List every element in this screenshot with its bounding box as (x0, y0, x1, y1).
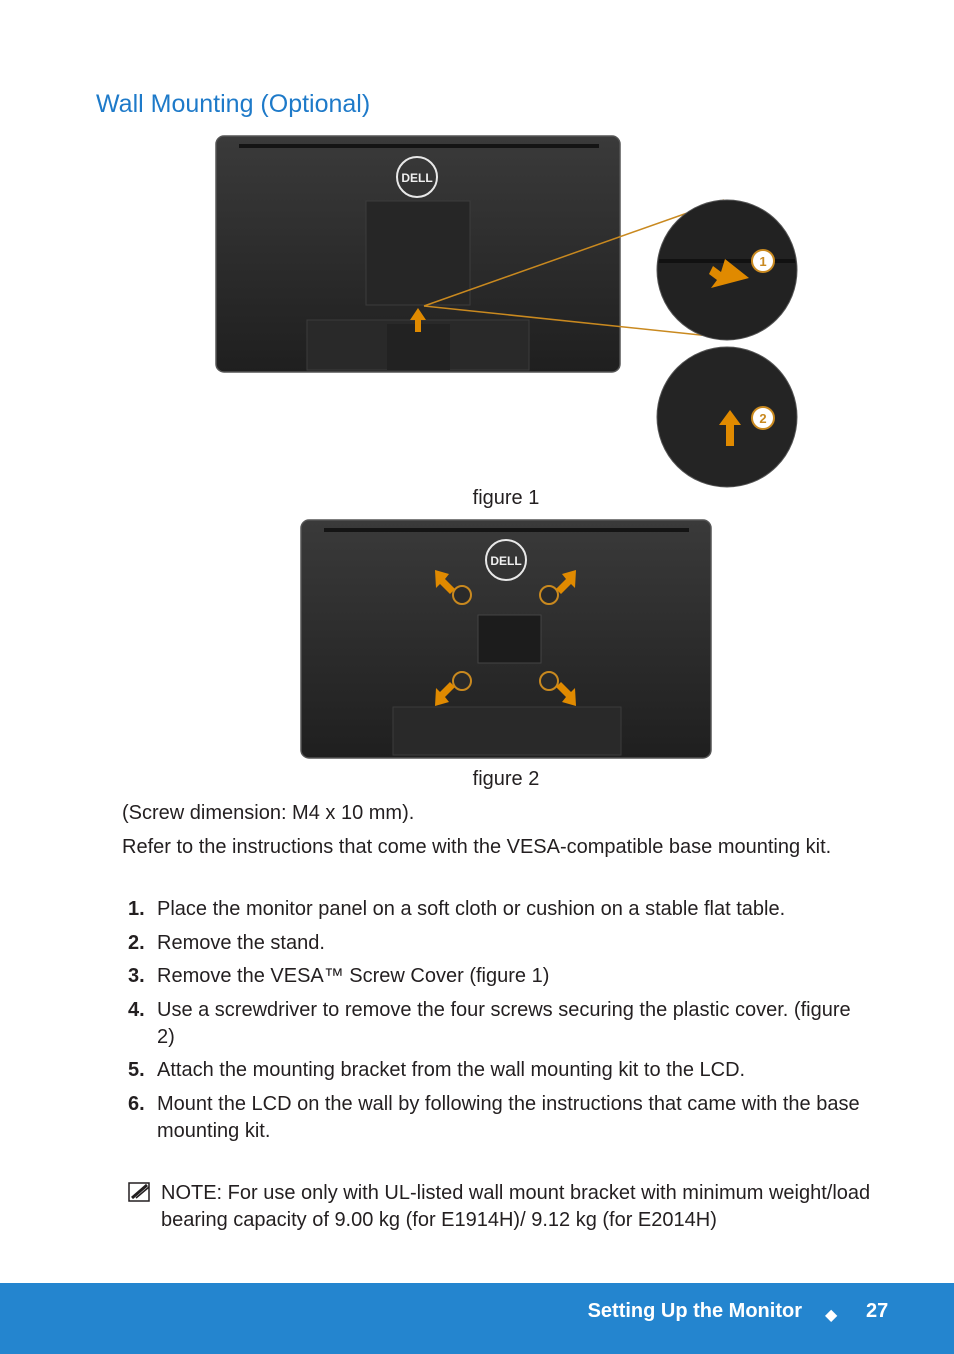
page-number: 27 (866, 1300, 889, 1322)
label-sticker (478, 615, 541, 663)
note-pencil-icon (128, 1182, 152, 1204)
figure-1-illustration (214, 134, 804, 489)
vesa-cover (366, 201, 470, 305)
step-number: 2. (128, 931, 145, 954)
figure-1-caption: figure 1 (472, 487, 540, 509)
list-item (122, 896, 862, 923)
intro-paragraph: Refer to the instructions that come with the VESA-compatible base mounting kit. (122, 836, 832, 858)
figure-2-caption: figure 2 (472, 768, 540, 790)
footer-section-title: Setting Up the Monitor (587, 1300, 802, 1322)
step-text: Attach the mounting bracket from the wall mounting kit to the LCD. (157, 1059, 746, 1081)
screw-icon (540, 672, 558, 690)
list-item (122, 997, 862, 1051)
svg-text:DELL: DELL (490, 554, 522, 568)
note-text: NOTE: For use only with UL-listed wall mount bracket with minimum weight/load bearing capacity of 9.00 kg (for E1914H)/ 9.12 kg (for E2014H) (161, 1182, 871, 1231)
steps-list (122, 896, 862, 1151)
svg-text:1: 1 (759, 254, 767, 269)
screw-icon (453, 586, 471, 604)
screw-icon (453, 672, 471, 690)
svg-text:2: 2 (759, 411, 767, 426)
step-text: Remove the stand. (157, 931, 325, 954)
page-footer (0, 1283, 954, 1354)
list-item (122, 930, 862, 957)
list-item (122, 1057, 862, 1084)
step-text: Place the monitor panel on a soft cloth or cushion on a stable flat table. (157, 898, 786, 920)
step-number: 6. (128, 1092, 145, 1115)
svg-text:DELL: DELL (401, 171, 433, 185)
step-number: 4. (128, 998, 145, 1021)
list-item (122, 963, 862, 990)
page-title: Wall Mounting (Optional) (96, 90, 371, 118)
step-number: 1. (128, 898, 145, 920)
diamond-separator-icon: ◆ (825, 1307, 838, 1324)
list-item (122, 1091, 862, 1145)
step-number: 5. (128, 1059, 145, 1081)
screw-dimension-text: (Screw dimension: M4 x 10 mm). (122, 802, 415, 824)
step-number: 3. (128, 965, 145, 987)
figure-2-illustration (299, 518, 715, 762)
step-text: Use a screwdriver to remove the four screws securing the plastic cover. (figure 2) (157, 998, 851, 1048)
step-text: Remove the VESA™ Screw Cover (figure 1) (157, 965, 550, 987)
step-text: Mount the LCD on the wall by following the instructions that came with the base mounting kit. (157, 1092, 860, 1142)
screw-icon (540, 586, 558, 604)
